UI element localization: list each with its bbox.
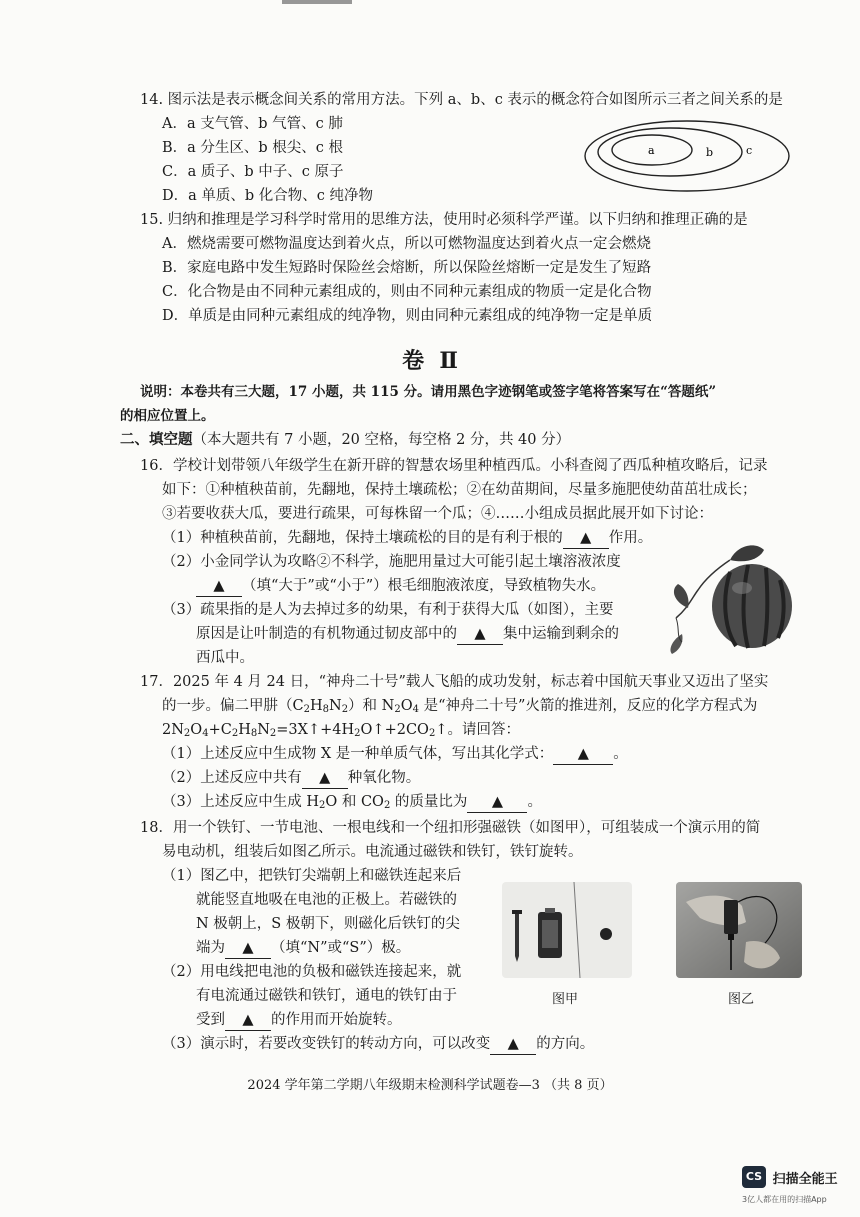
scanner-tagline: 3亿人都在用的扫描App <box>742 1195 827 1204</box>
q17-part2: （2）上述反应中共有 ▲ 种氧化物。 <box>162 768 420 789</box>
figure-yi-photo <box>676 882 802 978</box>
figure-jia-caption: 图甲 <box>552 992 579 1007</box>
q15-stem: 15. 归纳和推理是学习科学时常用的思维方法，使用时必须科学严谨。以下归纳和推理正确的是 <box>140 212 748 228</box>
answer-blank[interactable]: ▲ <box>196 576 242 597</box>
section-title: 卷 Ⅱ <box>402 348 458 374</box>
q16-part2-line1: （2）小金同学认为攻略②不科学，施肥用量过大可能引起土壤溶液浓度 <box>162 554 621 570</box>
label-a: a <box>648 144 655 157</box>
q14-option-d[interactable]: D．a 单质、b 化合物、c 纯净物 <box>162 188 373 204</box>
answer-blank[interactable]: ▲ <box>467 792 527 813</box>
scanner-app-name: 扫描全能王 <box>772 1171 838 1187</box>
answer-blank[interactable]: ▲ <box>302 768 348 789</box>
q18-line-1: 18．用一个铁钉、一节电池、一根电线和一个纽扣形强磁铁（如图甲），可组装成一个演示用的简 <box>140 820 761 836</box>
q15-option-c[interactable]: C．化合物是由不同种元素组成的，则由不同种元素组成的物质一定是化合物 <box>162 284 652 300</box>
q14-option-b[interactable]: B．a 分生区、b 根尖、c 根 <box>162 140 344 156</box>
answer-blank[interactable]: ▲ <box>553 744 613 765</box>
answer-blank[interactable]: ▲ <box>225 938 271 959</box>
q16-line-2: 如下：①种植秧苗前，先翻地，保持土壤疏松；②在幼苗期间，尽量多施肥使幼苗茁壮成长； <box>162 482 757 498</box>
scanner-watermark <box>742 1166 838 1188</box>
part2-heading: 二、填空题 <box>120 431 193 448</box>
watermelon-illustration <box>668 538 798 658</box>
answer-blank[interactable]: ▲ <box>457 624 503 645</box>
figure-yi-caption: 图乙 <box>728 992 755 1007</box>
nail-upright <box>730 940 732 970</box>
q16-part3-line2: 原因是让叶制造的有机物通过韧皮部中的 ▲ 集中运输到剩余的 <box>196 624 619 645</box>
q17-part3: （3）上述反应中生成 $H_2O$ 和 $CO_2$ 的质量比为 ▲ 。 <box>162 794 542 811</box>
q15-option-a[interactable]: A．燃烧需要可燃物温度达到着火点，所以可燃物温度达到着火点一定会燃烧 <box>162 236 651 252</box>
q18-part1-line3: N 极朝上，S 极朝下，则磁化后铁钉的尖 <box>196 916 460 932</box>
q14-stem: 14. 图示法是表示概念间关系的常用方法。下列 a、b、c 表示的概念符合如图所示三者之间关系的是 <box>140 92 783 108</box>
q17-line-1: 17．2025 年 4 月 24 日，“神舟二十号”载人飞船的成功发射，标志着中国航天事业又迈出了坚实 <box>140 674 769 690</box>
battery <box>538 908 562 958</box>
section-note-line1: 说明：本卷共有三大题，17 小题，共 115 分。请用黑色字迹钢笔或签字笔将答案写在“答题纸” <box>140 384 717 400</box>
answer-blank[interactable]: ▲ <box>225 1010 271 1031</box>
battery-upright <box>724 900 738 934</box>
q16-part3-line3: 西瓜中。 <box>196 650 254 666</box>
figure-jia-photo <box>502 882 632 978</box>
answer-blank[interactable]: ▲ <box>563 528 609 549</box>
nested-ellipse-diagram <box>582 118 792 194</box>
q16-line-3: ③若要收获大瓜，要进行疏果，可每株留一个瓜；④……小组成员据此展开如下讨论： <box>162 506 713 522</box>
q16-line-1: 16．学校计划带领八年级学生在新开辟的智慧农场里种植西瓜。小科查阅了西瓜种植攻略后，记录 <box>140 458 768 474</box>
q17-line-2: 的一步。偏二甲肼$(C_2H_8N_2)$和 $N_2O_4$ 是“神舟二十号”火箭的推进剂，反应的化学方程式为 <box>162 698 758 715</box>
q14-option-a[interactable]: A．a 支气管、b 气管、c 肺 <box>162 116 343 132</box>
leaf-3 <box>670 634 682 654</box>
page-footer: 2024 学年第二学期八年级期末检测科学试题卷—3 （共 8 页） <box>247 1078 613 1093</box>
section-note-line2: 的相应位置上。 <box>120 408 215 424</box>
q18-part1-line2: 就能竖直地吸在电池的正极上。若磁铁的 <box>196 892 457 908</box>
q18-line-2: 易电动机，组装后如图乙所示。电流通过磁铁和铁钉，铁钉旋转。 <box>162 844 583 860</box>
leaf-2 <box>674 584 689 608</box>
scanner-logo-icon: CS <box>742 1166 766 1188</box>
ellipse-b <box>598 128 742 176</box>
q16-part1: （1）种植秧苗前，先翻地，保持土壤疏松的目的是有利于根的 ▲ 作用。 <box>162 528 652 549</box>
q16-part2-line2: ▲ （填“大于”或“小于”）根毛细胞液浓度，导致植物失水。 <box>196 576 605 597</box>
q18-part2-line1: （2）用电线把电池的负极和磁铁连接起来，就 <box>162 964 462 980</box>
part2-heading-row <box>120 430 570 450</box>
q17-part1: （1）上述反应中生成物 X 是一种单质气体，写出其化学式： ▲ 。 <box>162 744 628 765</box>
label-b: b <box>706 146 714 159</box>
button-magnet <box>600 928 612 940</box>
q15-option-b[interactable]: B．家庭电路中发生短路时保险丝会熔断，所以保险丝熔断一定是发生了短路 <box>162 260 652 276</box>
q17-equation: $2N_2O_4+C_2H_8N_2=3X↑+4H_2O↑+2CO_2↑$。请回答： <box>162 722 520 739</box>
part2-detail: （本大题共有 7 小题，20 空格，每空格 2 分，共 40 分） <box>192 432 571 448</box>
leaf-1 <box>730 545 764 561</box>
q18-part2-line3: 受到 ▲ 的作用而开始旋转。 <box>196 1010 402 1031</box>
q18-part2-line2: 有电流通过磁铁和铁钉，通电的铁钉由于 <box>196 988 457 1004</box>
q18-part1-line4: 端为 ▲ （填“N”或“S”）极。 <box>196 938 410 959</box>
q15-option-d[interactable]: D．单质是由同种元素组成的纯净物，则由同种元素组成的纯净物一定是单质 <box>162 308 653 324</box>
q18-part3: （3）演示时，若要改变铁钉的转动方向，可以改变 ▲ 的方向。 <box>162 1034 594 1055</box>
q16-part3-line1: （3）疏果指的是人为去掉过多的幼果，有利于获得大瓜（如图），主要 <box>162 602 614 618</box>
label-c: c <box>746 144 753 157</box>
q18-part1-line1: （1）图乙中，把铁钉尖端朝上和磁铁连起来后 <box>162 868 462 884</box>
answer-blank[interactable]: ▲ <box>490 1034 536 1055</box>
top-edge-mark <box>282 0 352 4</box>
q14-option-c[interactable]: C．a 质子、b 中子、c 原子 <box>162 164 344 180</box>
